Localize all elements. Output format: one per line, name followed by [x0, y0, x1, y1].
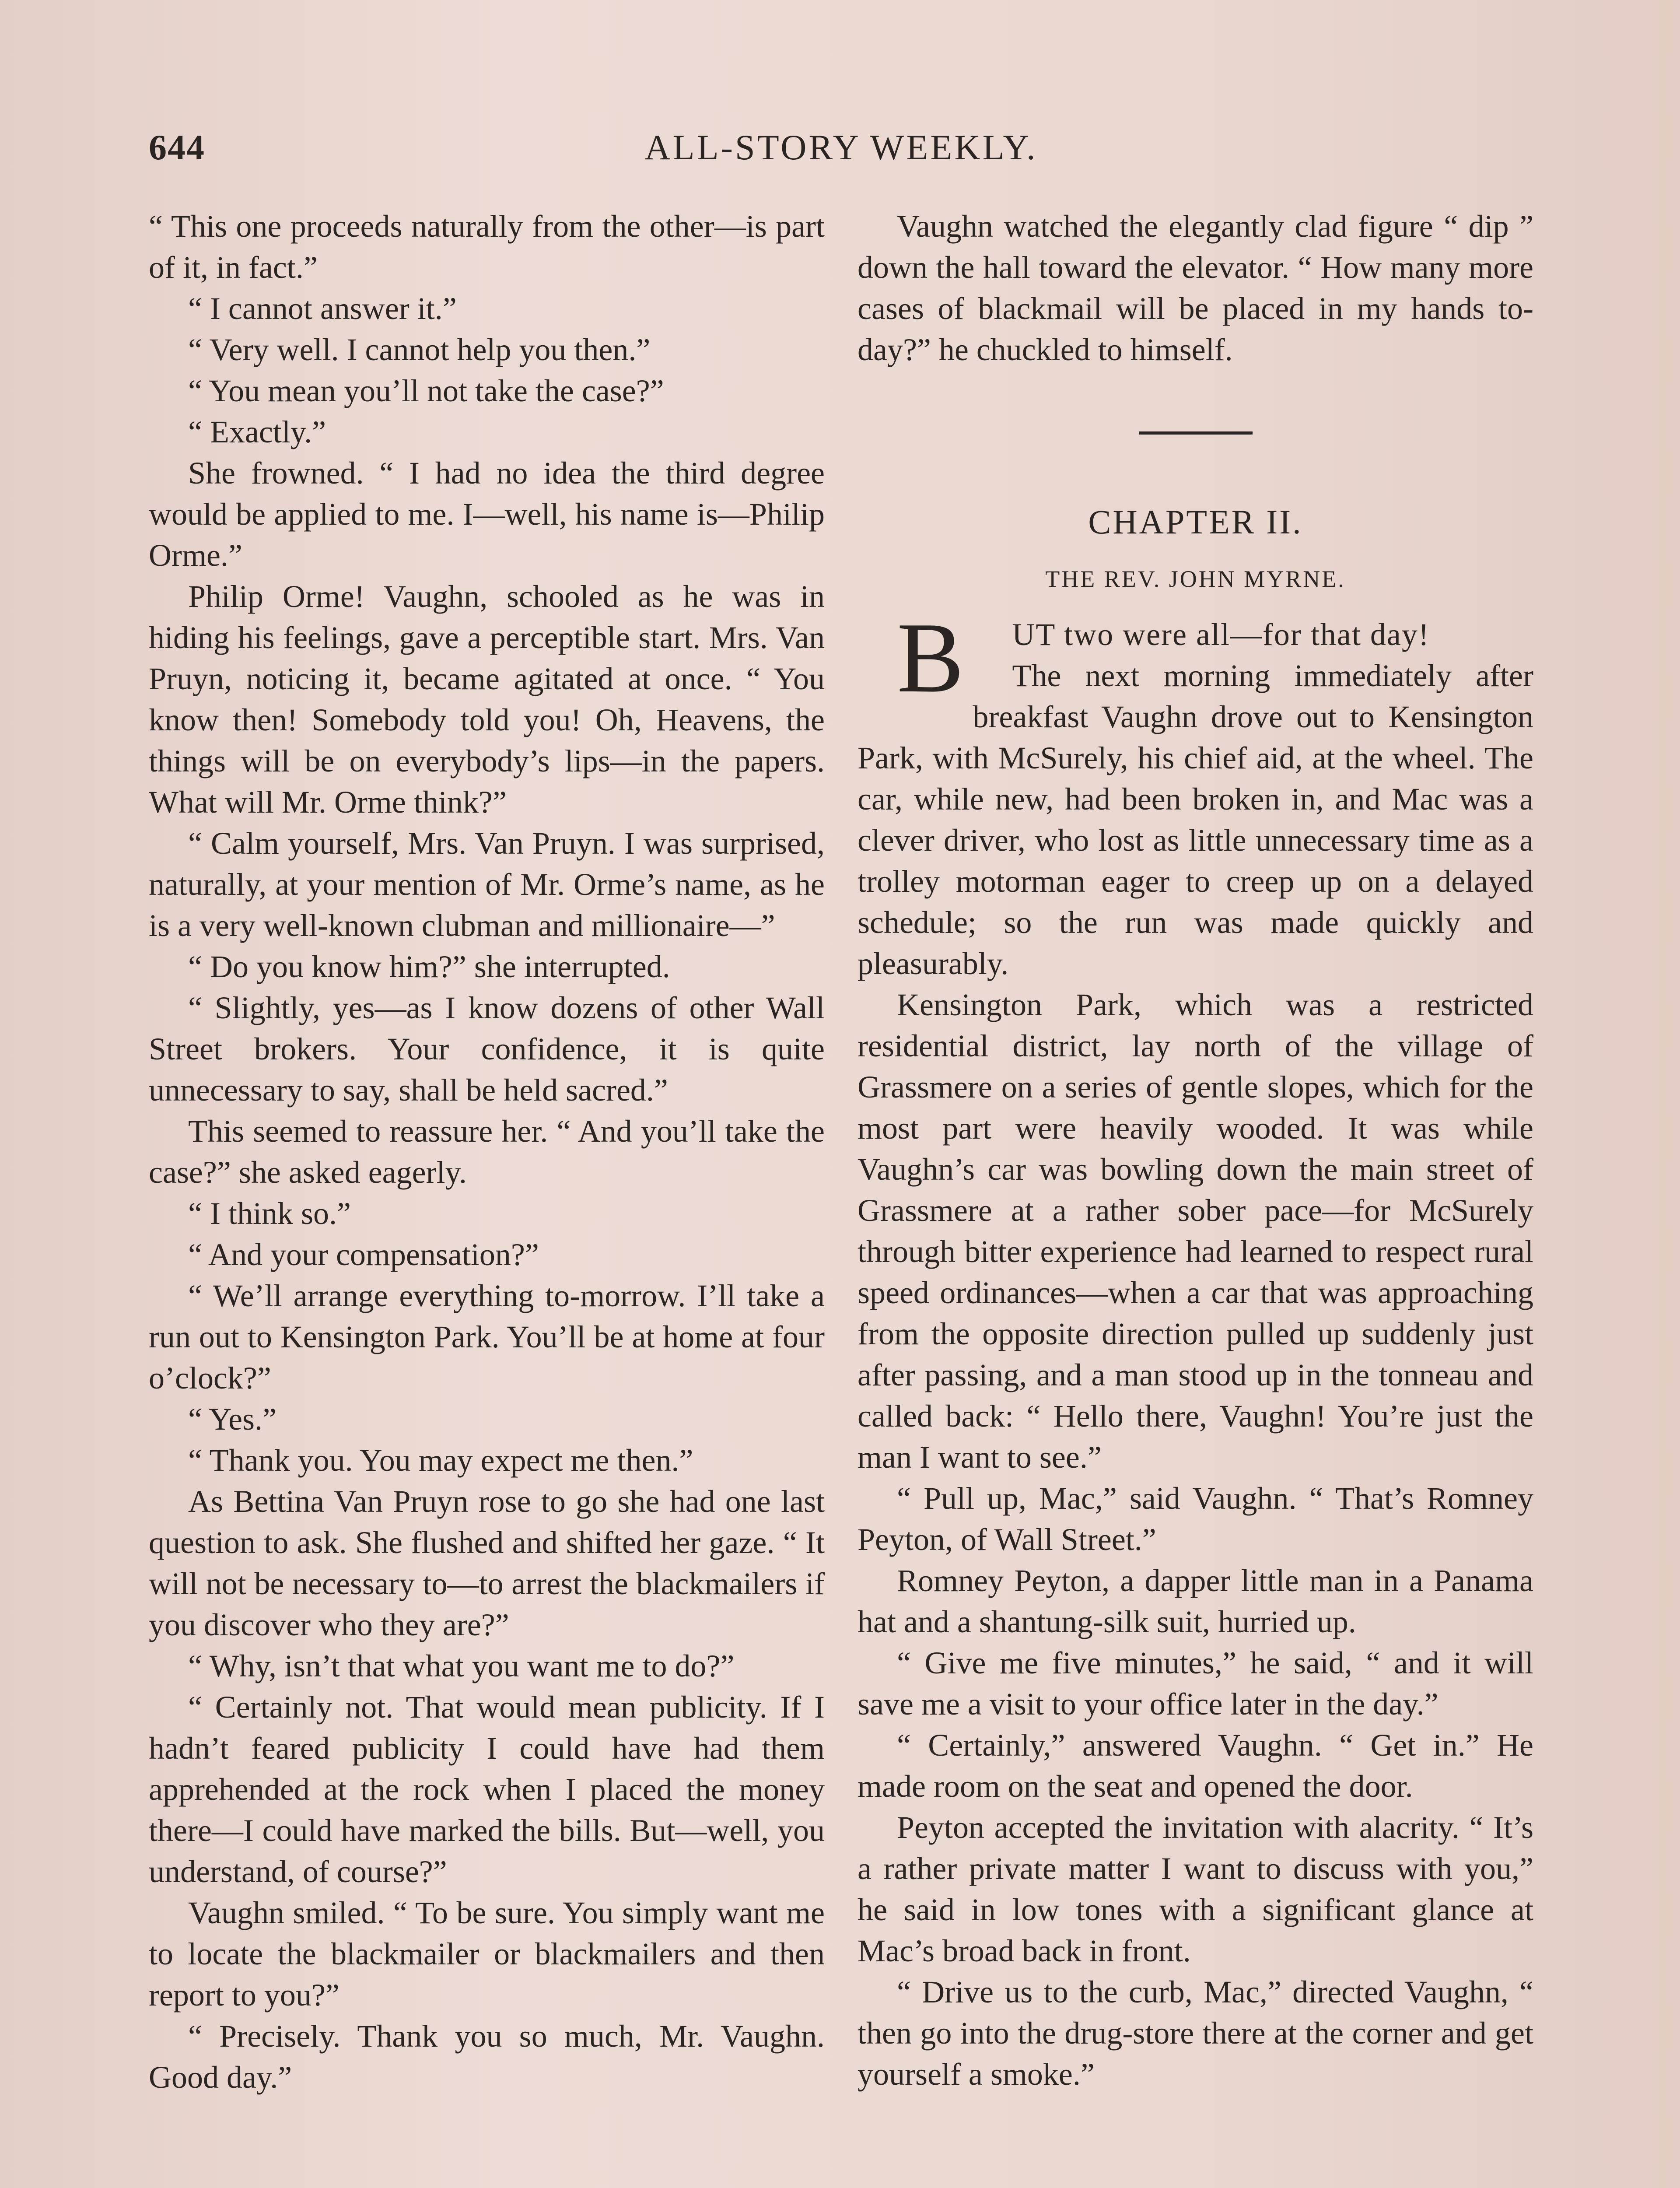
paragraph: “ Certainly,” answered Vaughn. “ Get in.” He made room on the seat and opened the door.	[858, 1728, 1533, 1804]
paragraph: Philip Orme! Vaughn, schooled as he was in hiding his feelings, gave a perceptible start. Mrs. Van Pruyn, noticing it, became agitated at once. “ You know then! Somebody told you! Oh, Heavens, the things will be on everybody’s lips—in the papers. What will Mr. Orme think?”	[149, 579, 825, 820]
paragraph: “ I think so.”	[188, 1196, 351, 1231]
paragraph: Vaughn watched the elegantly clad figure “ dip ” down the hall toward the elevator. “ How many more cases of blackmail will be placed in my hands to-day?” he chuckled to himself.	[858, 209, 1533, 367]
paragraph: “ Drive us to the curb, Mac,” directed Vaughn, “ then go into the drug-store there at the corner and get yourself a smoke.”	[858, 1974, 1533, 2092]
paragraph: “ Exactly.”	[188, 414, 326, 449]
chapter-subtitle: THE REV. JOHN MYRNE.	[1045, 566, 1346, 592]
paragraph: Vaughn smiled. “ To be sure. You simply want me to locate the blackmailer or blackmailers and then report to you?”	[149, 1895, 825, 2013]
paragraph: Kensington Park, which was a restricted residential district, lay north of the village of Grassmere on a series of gentle slopes, which for the most part were heavily wooded. It was while Vaughn’s car was bowling down the main street of Grassmere at a rather sober pace—for McSurely through bitter experience had learned to respect rural speed ordinances—when a car that was approaching from the opposite direction pulled up suddenly just after passing, and a man stood up in the tonneau and called back: “ Hello there, Vaughn! You’re just the man I want to see.”	[858, 987, 1533, 1475]
paragraph: “ Slightly, yes—as I know dozens of other Wall Street brokers. Your confidence, it is quite unnecessary to say, shall be held sacred.”	[149, 990, 825, 1108]
paragraph: “ And your compensation?”	[188, 1237, 539, 1272]
magazine-title: ALL-STORY WEEKLY.	[644, 127, 1038, 167]
paragraph: “ Very well. I cannot help you then.”	[188, 332, 651, 367]
paragraph: “ Calm yourself, Mrs. Van Pruyn. I was surprised, naturally, at your mention of Mr. Orme’s name, as he is a very well-known clubman and millionaire—”	[149, 826, 825, 943]
paragraph: “ This one proceeds naturally from the other—is part of it, in fact.”	[149, 209, 825, 285]
paragraph: “ Certainly not. That would mean publicity. If I hadn’t feared publicity I could have had them apprehended at the rock when I placed the money there—I could have marked the bills. But—well, you understand, of course?”	[149, 1690, 825, 1889]
paragraph: Romney Peyton, a dapper little man in a Panama hat and a shantung-silk suit, hurried up.	[858, 1563, 1533, 1639]
paragraph: The next morning immediately after breakfast Vaughn drove out to Kensington Park, with McSurely, his chief aid, at the wheel. The car, while new, had been broken in, and Mac was a clever driver, who lost as little unnecessary time as a trolley motorman eager to creep up on a delayed schedule; so the run was made quickly and pleasurably.	[858, 658, 1533, 981]
page-header	[149, 127, 1533, 179]
page-number: 644	[149, 127, 205, 167]
paragraph: She frowned. “ I had no idea the third degree would be applied to me. I—well, his name is—Philip Orme.”	[149, 456, 825, 573]
drop-cap: B	[897, 602, 964, 713]
paragraph: “ You mean you’ll not take the case?”	[188, 373, 664, 408]
right-column	[858, 206, 1533, 2095]
paragraph: “ I cannot answer it.”	[188, 291, 457, 326]
paragraph: “ Give me five minutes,” he said, “ and it will save me a visit to your office later in the day.”	[858, 1645, 1533, 1722]
paragraph: “ Yes.”	[188, 1402, 277, 1437]
opening-line: UT two were all—for that day!	[1012, 617, 1430, 652]
paragraph: “ Do you know him?” she interrupted.	[188, 949, 670, 984]
left-column	[149, 206, 825, 2098]
paragraph: Peyton accepted the invitation with alacrity. “ It’s a rather private matter I want to discuss with you,” he said in low tones with a significant glance at Mac’s broad back in front.	[858, 1810, 1533, 1968]
paragraph: “ We’ll arrange everything to-morrow. I’ll take a run out to Kensington Park. You’ll be at home at four o’clock?”	[149, 1278, 825, 1396]
paragraph: “ Why, isn’t that what you want me to do?”	[188, 1648, 735, 1683]
paragraph: This seemed to reassure her. “ And you’ll take the case?” she asked eagerly.	[149, 1114, 825, 1190]
paragraph: As Bettina Van Pruyn rose to go she had one last question to ask. She flushed and shifted her gaze. “ It will not be necessary to—to arrest the blackmailers if you discover who they are?”	[149, 1484, 825, 1642]
section-divider	[1139, 431, 1253, 435]
paragraph: “ Pull up, Mac,” said Vaughn. “ That’s Romney Peyton, of Wall Street.”	[858, 1481, 1533, 1557]
chapter-heading: CHAPTER II.	[1088, 503, 1303, 541]
paragraph: “ Precisely. Thank you so much, Mr. Vaughn. Good day.”	[149, 2019, 825, 2095]
chapter-opening-paragraph	[858, 602, 1533, 713]
paragraph: “ Thank you. You may expect me then.”	[188, 1443, 693, 1478]
